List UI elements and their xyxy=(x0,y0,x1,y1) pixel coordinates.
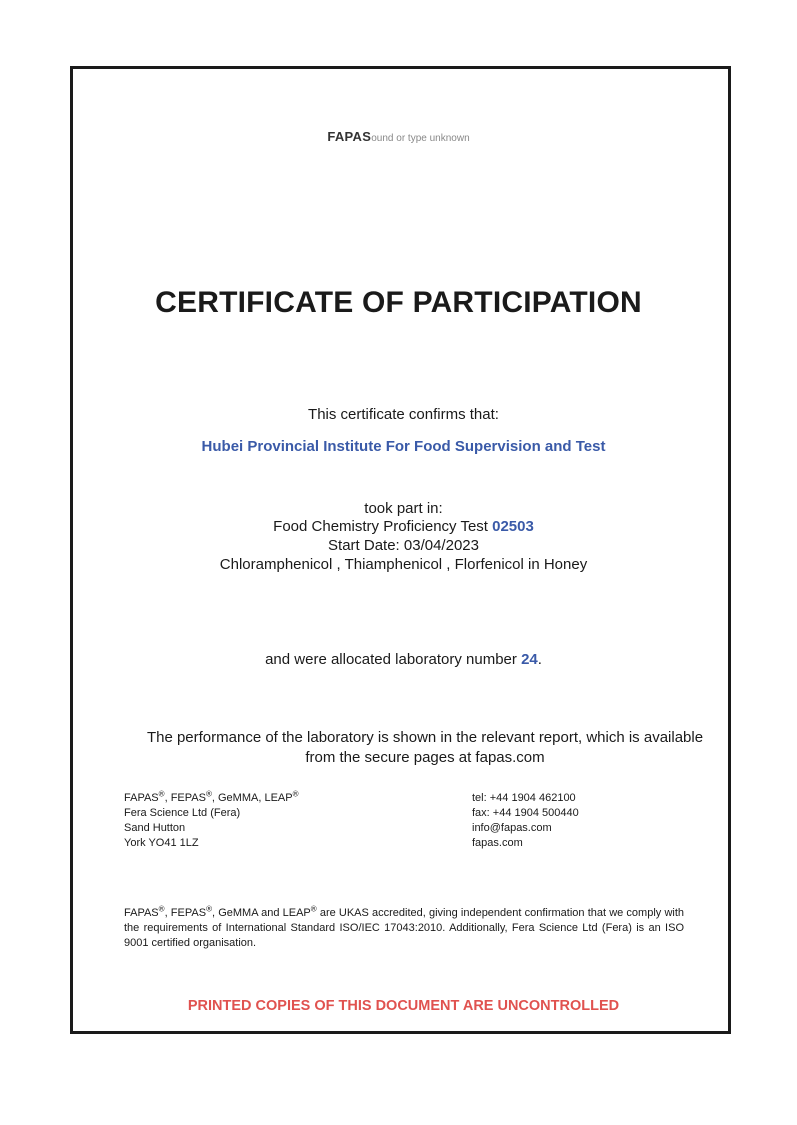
logo-missing-image-text: ound or type unknown xyxy=(371,133,470,144)
separator: , xyxy=(211,907,219,919)
performance-line-2: from the secure pages at fapas.com xyxy=(305,749,545,766)
broken-image-icon xyxy=(327,128,469,146)
separator: , xyxy=(164,907,171,919)
contact-block xyxy=(472,791,579,851)
reg-mark: ® xyxy=(206,904,212,914)
logo-text: FAPAS xyxy=(327,129,372,144)
reg-mark: ® xyxy=(158,904,165,914)
brand-leap: LEAP xyxy=(282,907,311,919)
test-number: 02503 xyxy=(492,518,534,535)
allocation-prefix: and were allocated laboratory number xyxy=(265,651,522,668)
accreditation-text: are UKAS accredited, giving independent confirmation that we comply with the requirements of International Standard ISO/IEC 17043:2010. Additionally, Fera Science Ltd (Fera) is an ISO 9001 certified organisation. xyxy=(124,907,685,949)
address-line-4: York YO41 1LZ xyxy=(124,837,199,849)
start-date: Start Date: 03/04/2023 xyxy=(328,537,479,554)
website-link[interactable]: fapas.com xyxy=(472,837,523,849)
address-block xyxy=(124,791,299,851)
phone-number: tel: +44 1904 462100 xyxy=(472,792,576,804)
brand-fapas: FAPAS xyxy=(124,907,159,919)
performance-line-1: The performance of the laboratory is shown in the relevant report, which is available xyxy=(146,729,704,746)
uncontrolled-warning: PRINTED COPIES OF THIS DOCUMENT ARE UNCONTROLLED xyxy=(187,998,620,1014)
separator: , xyxy=(211,792,218,804)
brand-fepas: FEPAS xyxy=(170,792,206,804)
address-line-2: Fera Science Ltd (Fera) xyxy=(124,807,241,819)
lab-number: 24 xyxy=(521,651,538,668)
took-part-in: took part in: xyxy=(364,500,443,517)
certificate-title: CERTIFICATE OF PARTICIPATION xyxy=(155,286,642,319)
analytes: Chloramphenicol , Thiamphenicol , Florfenicol in Honey xyxy=(219,556,588,573)
accreditation-statement xyxy=(124,906,684,951)
reg-mark: ® xyxy=(205,789,212,799)
brand-line xyxy=(124,791,299,806)
reg-mark: ® xyxy=(310,904,317,914)
organisation-name: Hubei Provincial Institute For Food Supervision and Test xyxy=(201,438,606,455)
reg-mark: ® xyxy=(158,789,165,799)
brand-gemma-and: GeMMA and xyxy=(218,907,283,919)
fapas-logo xyxy=(0,128,797,146)
brand-fapas: FAPAS xyxy=(124,792,159,804)
brand-gemma: GeMMA xyxy=(217,792,259,804)
brand-leap: LEAP xyxy=(264,792,293,804)
address-line-3: Sand Hutton xyxy=(124,822,186,834)
brand-fepas: FEPAS xyxy=(170,907,207,919)
email-link[interactable]: info@fapas.com xyxy=(472,822,552,834)
allocation-suffix: . xyxy=(537,651,542,668)
test-label: Food Chemistry Proficiency Test xyxy=(273,518,493,535)
separator: , xyxy=(164,792,171,804)
fax-number: fax: +44 1904 500440 xyxy=(472,807,579,819)
reg-mark: ® xyxy=(292,789,299,799)
test-line xyxy=(0,518,797,535)
separator: , xyxy=(258,792,265,804)
confirm-text: This certificate confirms that: xyxy=(308,406,499,423)
allocation-line xyxy=(0,651,797,668)
performance-text xyxy=(80,728,770,768)
